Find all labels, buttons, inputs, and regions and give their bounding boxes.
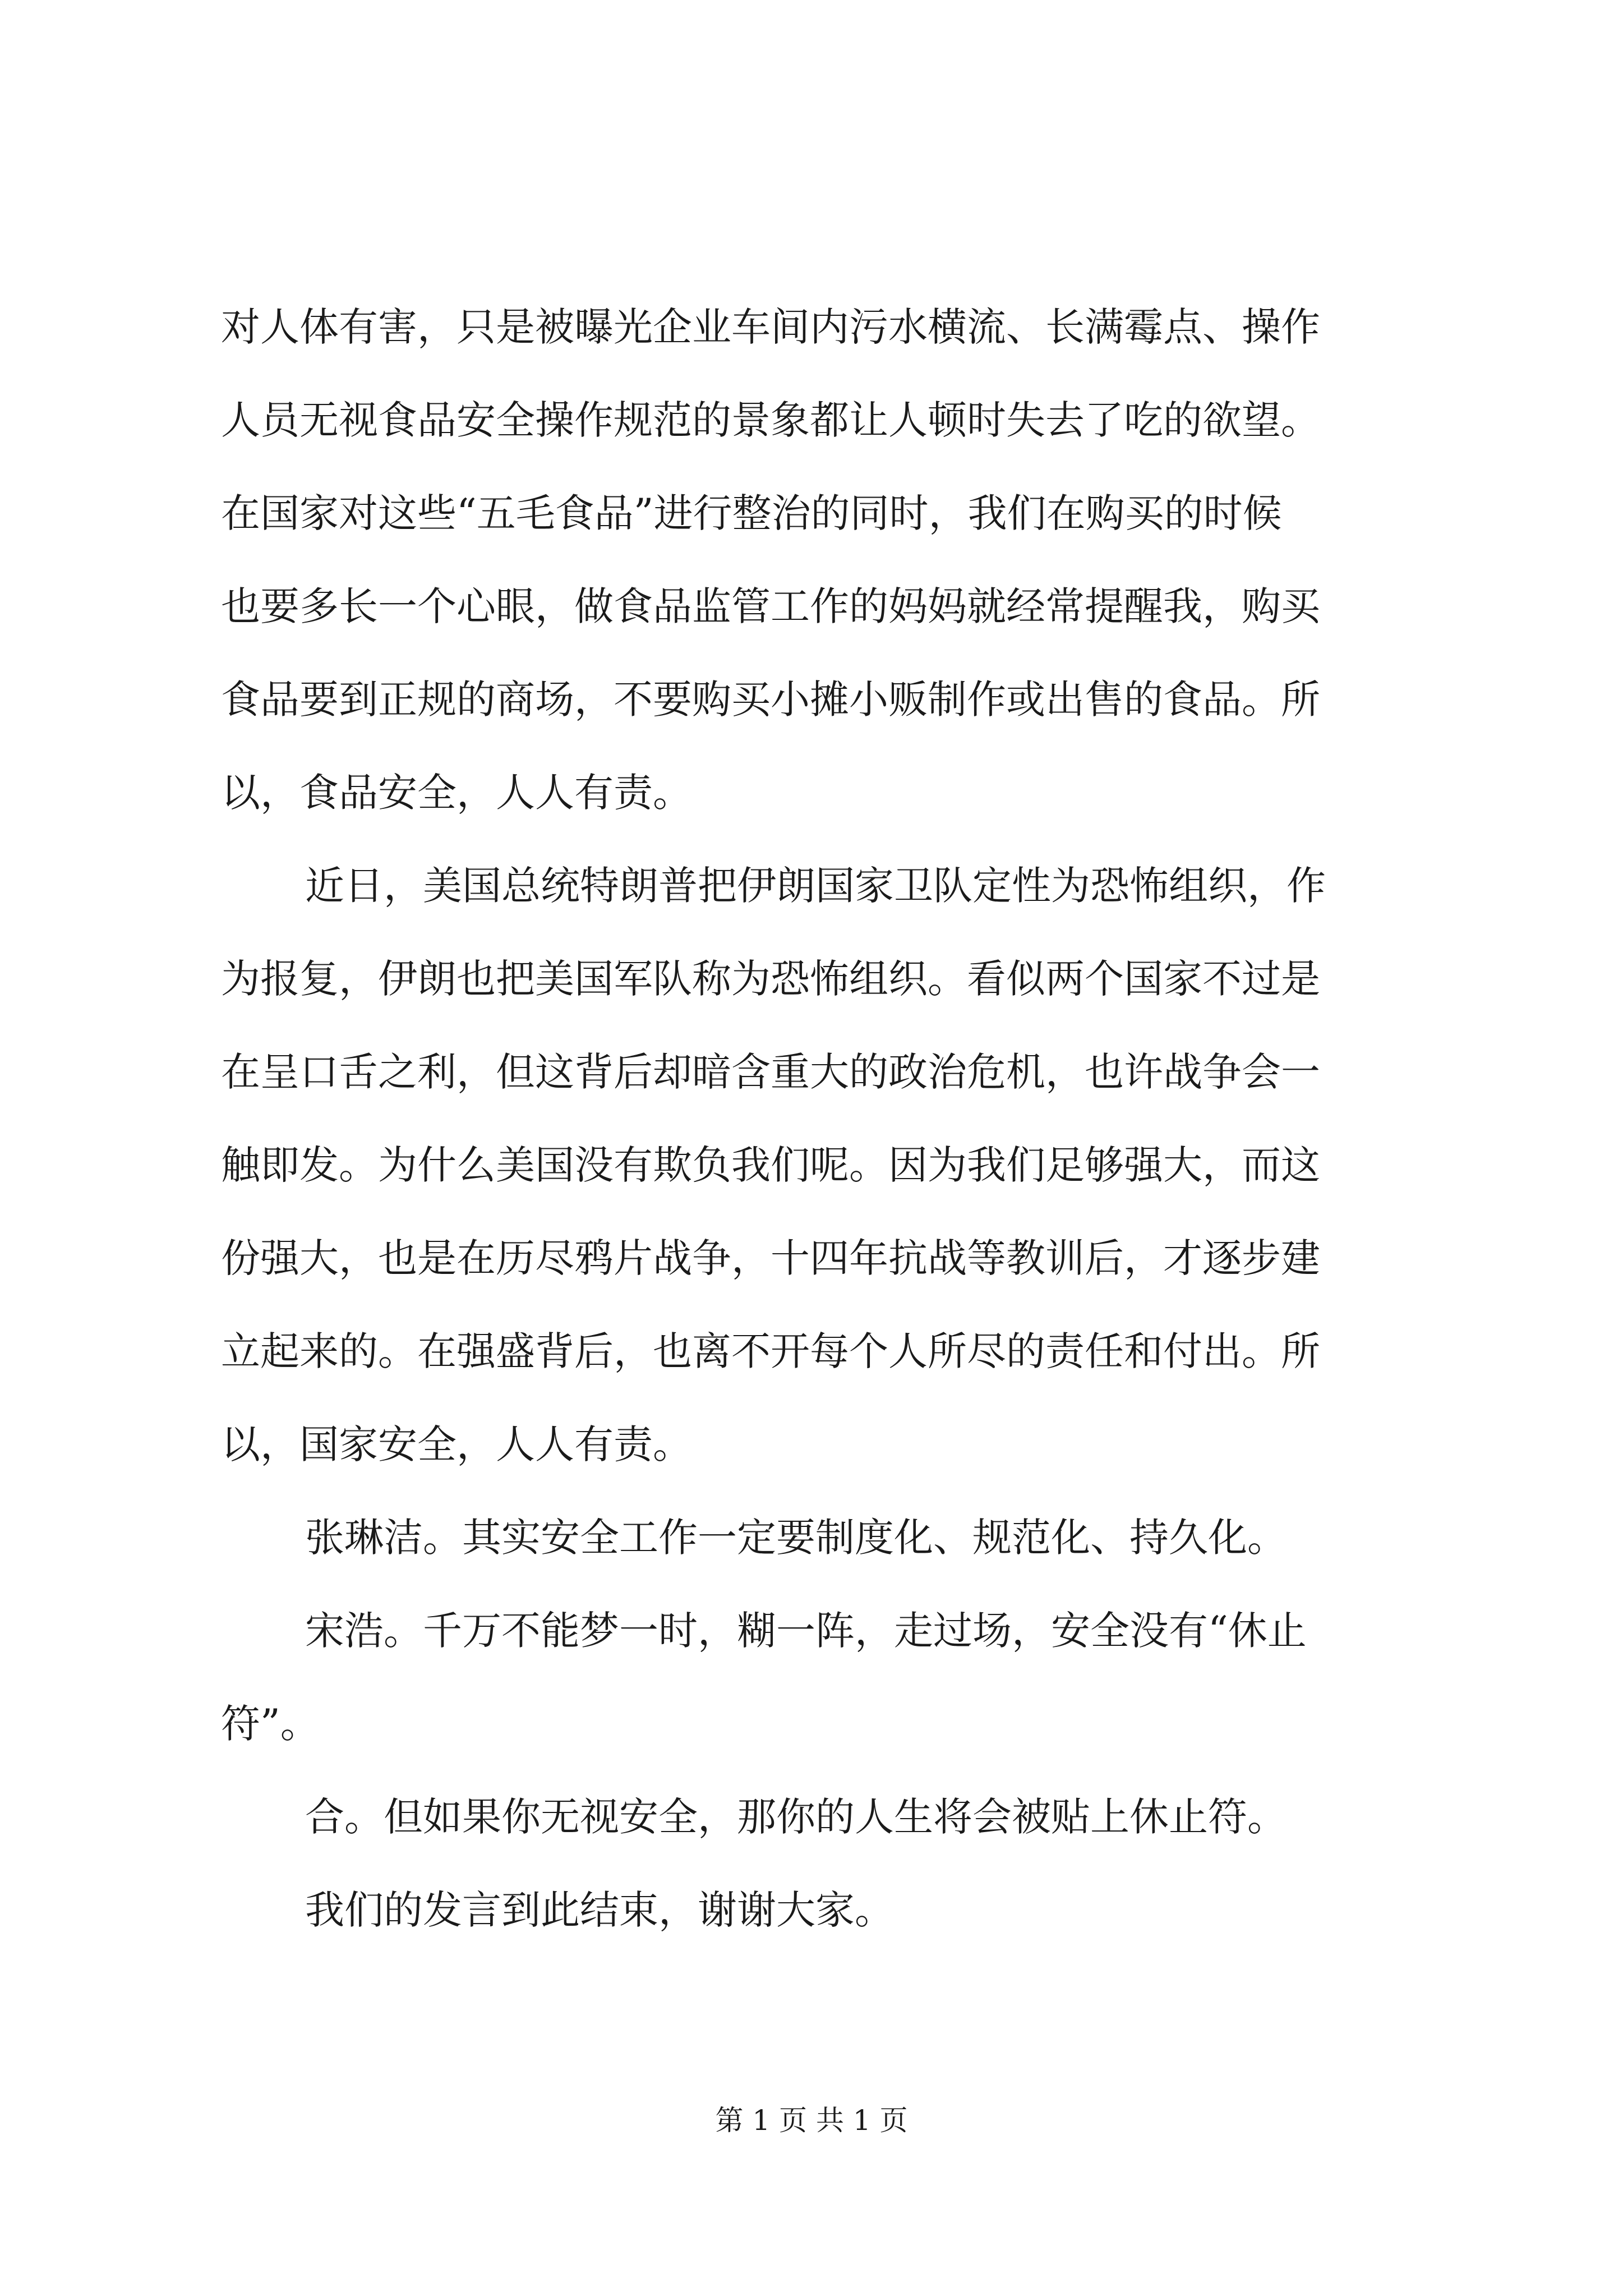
text-line: 以，食品安全，人人有责。 (221, 770, 692, 816)
text-line: 我们的发言到此结束，谢谢大家。 (305, 1887, 894, 1933)
text-line: 人员无视食品安全操作规范的景象都让人顿时失去了吃的欲望。 (221, 397, 1320, 443)
page-footer: 第 1 页 共 1 页 (715, 2104, 908, 2137)
text-line: 触即发。为什么美国没有欺负我们呢。因为我们足够强大，而这 (221, 1142, 1320, 1188)
text-line: 在呈口舌之利，但这背后却暗含重大的政治危机，也许战争会一 (221, 1049, 1320, 1095)
text-line: 立起来的。在强盛背后，也离不开每个人所尽的责任和付出。所 (221, 1328, 1320, 1374)
document-body (221, 280, 1415, 1957)
text-line: 对人体有害，只是被曝光企业车间内污水横流、长满霉点、操作 (221, 304, 1320, 350)
text-line: 在国家对这些“五毛食品”进行整治的同时，我们在购买的时候 (221, 490, 1282, 536)
text-line: 以，国家安全，人人有责。 (221, 1421, 692, 1467)
text-line: 份强大，也是在历尽鸦片战争，十四年抗战等教训后，才逐步建 (221, 1235, 1320, 1281)
text-line: 近日，美国总统特朗普把伊朗国家卫队定性为恐怖组织，作 (305, 863, 1326, 909)
text-line: 张琳洁。其实安全工作一定要制度化、规范化、持久化。 (305, 1515, 1287, 1561)
text-line: 宋浩。千万不能梦一时，糊一阵，走过场，安全没有“休止 (305, 1608, 1307, 1654)
text-line: 符”。 (221, 1701, 320, 1747)
text-line: 食品要到正规的商场，不要购买小摊小贩制作或出售的食品。所 (221, 677, 1320, 723)
text-line: 合。但如果你无视安全，那你的人生将会被贴上休止符。 (305, 1794, 1287, 1840)
text-line: 也要多长一个心眼，做食品监管工作的妈妈就经常提醒我，购买 (221, 583, 1320, 629)
text-line: 为报复，伊朗也把美国军队称为恐怖组织。看似两个国家不过是 (221, 956, 1320, 1002)
